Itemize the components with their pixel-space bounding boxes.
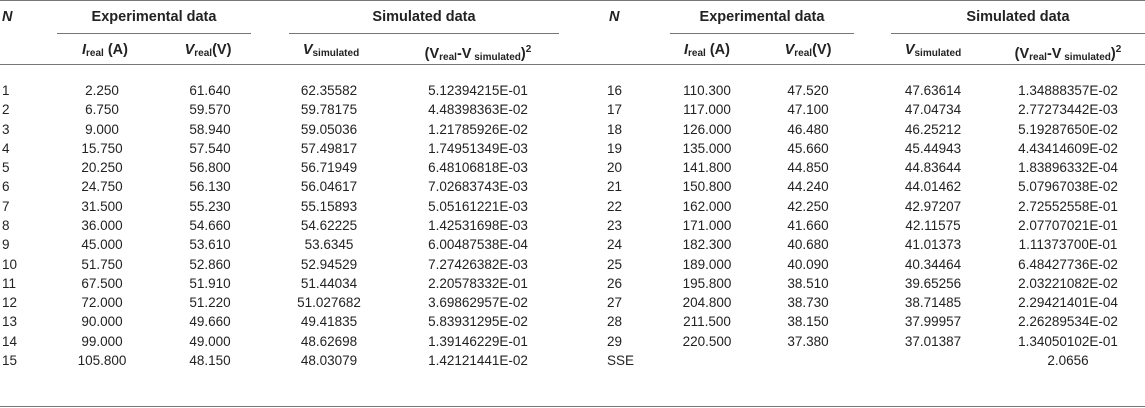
cell-v: 42.250 [787,198,829,214]
n-header-left: N [2,9,13,25]
cell-v: 54.660 [189,218,231,233]
cell-vs: 47.63614 [904,83,962,98]
cell-i: 110.300 [683,83,731,98]
cell-i: 45.000 [81,237,123,253]
cell-v: 48.150 [189,352,231,368]
cell-vs: 46.25212 [904,121,962,137]
cell-i: 24.750 [81,179,123,195]
cell-sq: 2.07707021E-01 [1018,218,1118,233]
cell-vs: 42.11575 [905,218,961,233]
cell-n: 14 [2,333,18,349]
cell-vs: 40.34464 [904,256,962,272]
cell-i: 90.000 [81,314,123,330]
cell-vs: 48.62698 [300,333,358,349]
cell-v: 40.680 [787,237,829,253]
cell-v: 47.100 [787,102,829,118]
cell-v: 41.660 [787,218,829,233]
cell-i: 15.750 [81,140,123,156]
cell-sq: 2.03221082E-02 [1018,275,1118,291]
cell-v: 49.000 [189,333,231,349]
cell-n: 27 [607,295,623,311]
cell-i: 204.800 [682,295,732,311]
cell-vs: 62.35582 [300,83,358,98]
cell-v: 51.910 [189,275,231,291]
cell-n: 10 [2,256,18,272]
cell-n: 15 [2,352,18,368]
i-real-header-right: $I_{real}$ (A) [684,42,730,59]
cell-sq: 1.42121441E-02 [428,352,528,368]
cell-i: 36.000 [81,218,123,233]
cell-vs: 59.05036 [300,121,358,137]
cell-n: 3 [2,121,10,137]
cell-v: 56.800 [189,160,231,176]
simulated-header-left: Simulated data [372,9,476,25]
cell-v: 61.640 [189,83,231,98]
cell-n: 8 [2,218,10,233]
cell-i: 150.800 [682,179,732,195]
n-header-right: N [609,9,620,25]
cell-n: 25 [607,256,623,272]
cell-v: 59.570 [189,102,231,118]
cell-i: 9.000 [85,121,119,137]
cell-n: 7 [2,198,10,214]
cell-v: 56.130 [189,179,231,195]
cell-vs: 44.01462 [904,179,962,195]
cell-n: 28 [607,314,623,330]
cell-sq: 6.00487538E-04 [428,237,528,253]
cell-i: 117.000 [683,102,731,118]
cell-sq: 5.83931295E-02 [428,314,528,330]
cell-vs: 44.83644 [904,160,962,176]
experimental-underline-left [57,33,251,34]
bottom-rule [0,406,1145,407]
v-real-header-right: $V_{real}(V)$ [784,42,832,59]
cell-i: 31.500 [81,198,123,214]
cell-vs: 51.44034 [300,275,358,291]
experimental-header-right: Experimental data [699,9,825,25]
cell-sq: 7.27426382E-03 [428,256,528,272]
cell-i: 126.000 [682,121,732,137]
cell-v: 55.230 [189,198,231,214]
v-real-header-left: $V_{real}(V)$ [184,42,232,59]
cell-n: 11 [2,275,17,291]
cell-v: 40.090 [787,256,829,272]
cell-n: 18 [607,121,623,137]
cell-sq: 1.42531698E-03 [428,218,528,233]
cell-v: 47.520 [787,83,829,98]
simulated-underline-left [289,33,559,34]
cell-v: 38.730 [787,295,829,311]
cell-i: 105.800 [77,352,127,368]
cell-i: 6.750 [85,102,119,118]
top-rule [0,0,1145,1]
cell-n: 5 [2,160,10,176]
cell-v: 53.610 [189,237,231,253]
cell-i: 141.800 [682,160,732,176]
cell-v: 45.660 [787,140,829,156]
cell-sq: 5.12394215E-01 [428,83,528,98]
cell-vs: 38.71485 [904,295,962,311]
cell-i: 182.300 [682,237,732,253]
cell-i: 211.500 [683,314,731,330]
cell-i: 72.000 [81,295,123,311]
v-simulated-header-left: $V_{simulated}$ [302,42,360,59]
cell-i: 162.000 [682,198,732,214]
cell-sq: 2.26289534E-02 [1018,314,1118,330]
i-real-header-left: $I_{real}$ (A) [82,42,128,59]
cell-sq: 2.29421401E-04 [1018,295,1118,311]
squared-error-header-right: ($V_{real}-V$ $_{simulated}$)$^2$ [1014,44,1122,63]
cell-sq: 1.21785926E-02 [428,121,528,137]
cell-vs: 52.94529 [300,256,358,272]
cell-v: 49.660 [189,314,231,330]
cell-v: 37.380 [787,333,829,349]
squared-error-header-left: ($V_{real}-V$ $_{simulated}$)$^2$ [424,44,532,63]
cell-n: 6 [2,179,10,195]
cell-vs: 48.03079 [300,352,358,368]
cell-sq: 1.34888357E-02 [1018,83,1118,98]
simulated-header-right: Simulated data [966,9,1070,25]
cell-n: 13 [2,314,18,330]
cell-vs: 54.62225 [300,218,358,233]
cell-vs: 55.15893 [300,198,358,214]
cell-v: 44.850 [787,160,829,176]
cell-sq: 1.34050102E-01 [1018,333,1118,349]
cell-n: 26 [607,275,623,291]
cell-v: 38.510 [787,275,829,291]
cell-n: 2 [2,102,10,118]
cell-n: 19 [607,140,623,156]
cell-v: 51.220 [189,295,231,311]
cell-vs: 51.027682 [297,295,361,311]
cell-n: 17 [607,102,623,118]
cell-sq: 1.39146229E-01 [428,333,528,349]
cell-sq: 3.69862957E-02 [428,295,528,311]
cell-v: 52.860 [189,256,231,272]
cell-sq: 7.02683743E-03 [428,179,528,195]
cell-v: 57.540 [189,140,231,156]
cell-vs: 41.01373 [904,237,962,253]
cell-sq: 1.83896332E-04 [1018,160,1118,176]
cell-vs: 42.97207 [904,198,962,214]
experimental-underline-right [670,33,854,34]
cell-sq: 5.19287650E-02 [1018,121,1118,137]
cell-vs: 56.71949 [300,160,358,176]
cell-n: 21 [607,179,623,195]
cell-vs: 37.99957 [904,314,962,330]
cell-sq: 2.0656 [1047,352,1089,368]
cell-n: 23 [607,218,623,233]
cell-i: 135.000 [682,140,732,156]
cell-n: 29 [607,333,623,349]
cell-v: 44.240 [787,179,829,195]
cell-v: 38.150 [787,314,829,330]
cell-n: 20 [607,160,623,176]
cell-sq: 6.48106818E-03 [428,160,528,176]
cell-sq: 2.20578332E-01 [428,275,528,291]
cell-i: 99.000 [81,333,123,349]
cell-i: 2.250 [85,83,119,98]
cell-vs: 56.04617 [300,179,358,195]
cell-i: 195.800 [682,275,732,291]
cell-sq: 1.11373700E-01 [1018,237,1118,253]
cell-sq: 4.48398363E-02 [428,102,528,118]
cell-vs: 57.49817 [300,140,358,156]
cell-n: 9 [2,237,10,253]
cell-n: 16 [607,83,623,98]
cell-vs: 59.78175 [300,102,358,118]
cell-n: SSE [607,352,635,368]
cell-n: 1 [2,83,10,98]
cell-vs: 49.41835 [300,314,358,330]
cell-sq: 6.48427736E-02 [1018,256,1118,272]
cell-n: 12 [2,295,18,311]
header-rule [0,64,1145,65]
cell-sq: 4.43414609E-02 [1018,140,1118,156]
cell-i: 171.000 [682,218,732,233]
cell-n: 22 [607,198,623,214]
cell-vs: 37.01387 [904,333,962,349]
cell-i: 220.500 [682,333,732,349]
cell-n: 4 [2,140,10,156]
cell-sq: 5.07967038E-02 [1018,179,1118,195]
v-simulated-header-right: $V_{simulated}$ [904,42,962,59]
cell-sq: 2.72552558E-01 [1018,198,1118,214]
cell-vs: 47.04734 [904,102,962,118]
cell-v: 58.940 [189,121,231,137]
simulated-underline-right [891,33,1145,34]
cell-i: 20.250 [81,160,123,176]
cell-i: 67.500 [81,275,123,291]
experimental-header-left: Experimental data [91,9,217,25]
cell-vs: 53.6345 [304,237,354,253]
cell-sq: 5.05161221E-03 [428,198,528,214]
cell-vs: 45.44943 [904,140,962,156]
cell-vs: 39.65256 [904,275,962,291]
cell-sq: 1.74951349E-03 [428,140,528,156]
cell-n: 24 [607,237,623,253]
cell-i: 51.750 [81,256,123,272]
cell-sq: 2.77273442E-03 [1018,102,1118,118]
cell-i: 189.000 [682,256,732,272]
cell-v: 46.480 [787,121,829,137]
